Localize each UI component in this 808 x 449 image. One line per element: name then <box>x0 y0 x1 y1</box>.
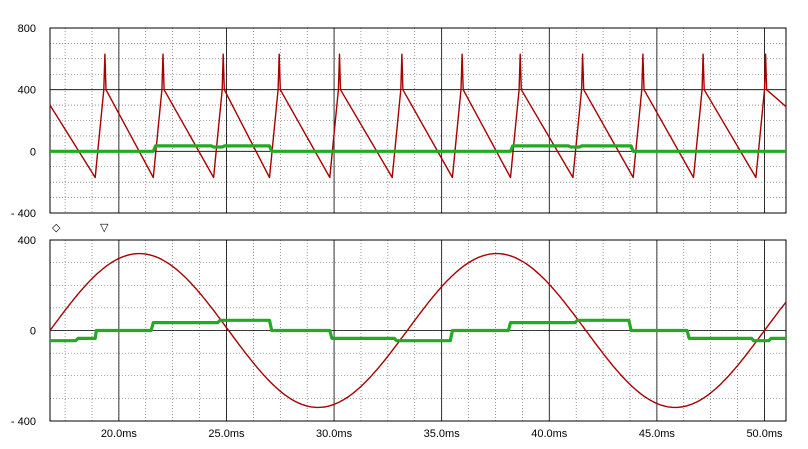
red-cursor-marker[interactable]: ▽ <box>100 222 109 234</box>
x-tick-label: 20.0ms <box>100 428 137 440</box>
y-tick-label: 400 <box>17 235 36 247</box>
x-tick-label: 35.0ms <box>423 428 460 440</box>
y-tick-label: - 400 <box>10 416 36 428</box>
y-tick-label: - 400 <box>10 208 36 220</box>
y-tick-label: 0 <box>29 146 36 159</box>
x-tick-label: 30.0ms <box>316 428 353 440</box>
x-tick-label: 40.0ms <box>531 428 568 440</box>
x-tick-label: 50.0ms <box>746 428 783 440</box>
x-tick-label: 45.0ms <box>638 428 675 440</box>
green-cursor-marker[interactable]: ◇ <box>52 222 61 234</box>
red-trace <box>50 54 786 177</box>
plot-frame <box>50 28 786 213</box>
bottom-plot <box>11 235 786 440</box>
top-plot <box>11 23 786 220</box>
y-tick-label: 0 <box>29 325 36 338</box>
y-tick-label: 400 <box>17 84 36 97</box>
y-tick-label: 800 <box>17 23 36 35</box>
x-tick-label: 25.0ms <box>208 428 245 440</box>
